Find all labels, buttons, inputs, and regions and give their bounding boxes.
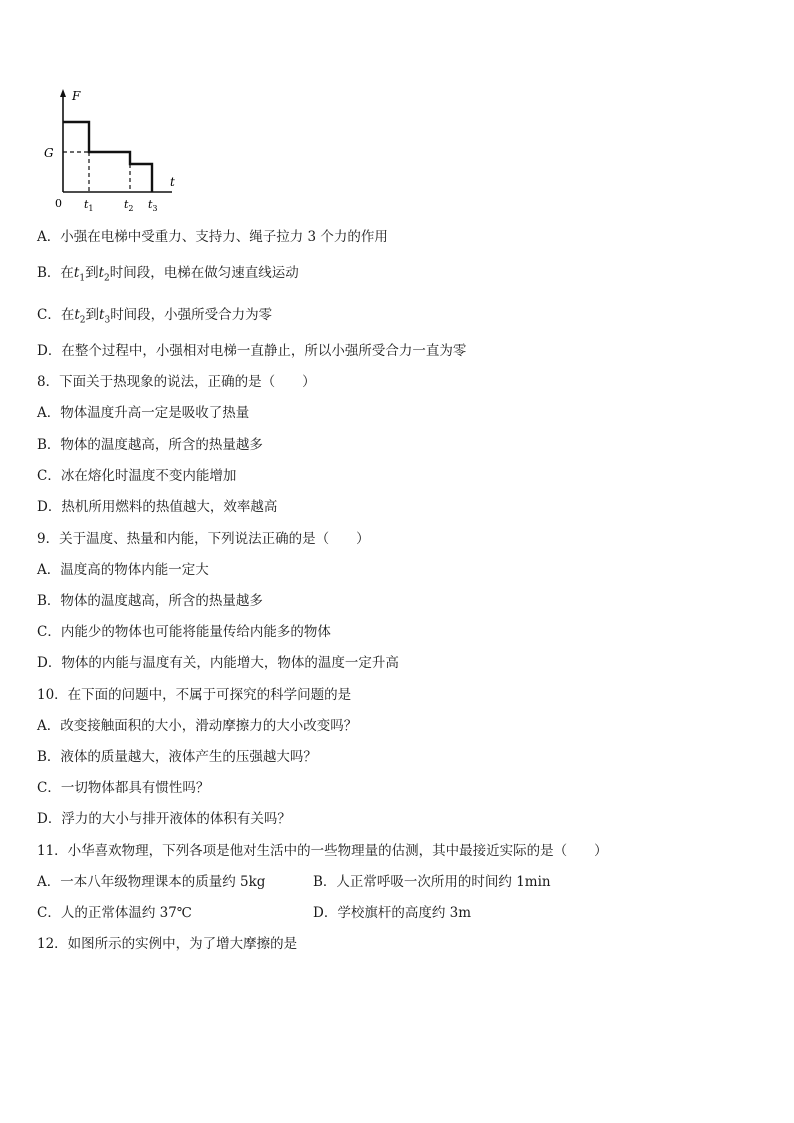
q10-option-b: B．液体的质量越大，液体产生的压强越大吗？ <box>37 749 317 765</box>
q7-option-b-text-2: 到 <box>85 265 99 281</box>
q7-option-c-sub-1: 2 <box>79 315 86 326</box>
q8-option-a: A．物体温度升高一定是吸收了热量 <box>37 405 250 421</box>
q7-option-d: D．在整个过程中，小强相对电梯一直静止，所以小强所受合力一直为零 <box>37 343 467 359</box>
force-time-graph-svg <box>34 86 194 214</box>
q9-option-d: D．物体的内能与温度有关，内能增大，物体的温度一定升高 <box>37 655 399 671</box>
q9-option-b: B．物体的温度越高，所含的热量越多 <box>37 593 263 609</box>
q9-stem: 9．关于温度、热量和内能，下列说法正确的是（ ） <box>37 531 370 547</box>
q10-option-d: D．浮力的大小与排开液体的体积有关吗？ <box>37 811 291 827</box>
q7-option-b-text-3: 时间段，电梯在做匀速直线运动 <box>109 265 299 281</box>
q7-option-c-var-1: t <box>74 307 80 323</box>
q11-option-b: B．人正常呼吸一次所用的时间约 1min <box>313 874 551 890</box>
q10-option-a: A．改变接触面积的大小，滑动摩擦力的大小改变吗？ <box>37 718 358 734</box>
q7-option-c-text-1: C．在 <box>37 307 75 323</box>
q7-option-b-var-1: t <box>73 265 80 281</box>
q8-option-c: C．冰在熔化时温度不变内能增加 <box>37 468 237 484</box>
force-time-graph <box>34 86 194 214</box>
q8-option-b: B．物体的温度越高，所含的热量越多 <box>37 437 263 453</box>
q7-option-c-var-2: t <box>99 307 105 323</box>
t1-label: $t_1$ <box>84 198 94 213</box>
q7-option-c <box>37 306 272 330</box>
origin-label: 0 <box>55 197 62 210</box>
q11-option-d: D．学校旗杆的高度约 3m <box>313 905 472 921</box>
y-axis-label: F <box>72 89 81 103</box>
q12-stem: 12．如图所示的实例中，为了增大摩擦的是 <box>37 936 298 952</box>
t2-label: $t_2$ <box>124 198 134 213</box>
q7-option-b-sub-1: 1 <box>79 273 86 284</box>
y-axis-arrow <box>60 89 66 97</box>
t3-label: $t_3$ <box>148 198 158 213</box>
q7-option-c-text-3: 时间段，小强所受合力为零 <box>110 307 273 323</box>
q7-option-c-sub-2: 3 <box>104 315 111 326</box>
q11-stem: 11．小华喜欢物理，下列各项是他对生活中的一些物理量的估测，其中最接近实际的是（ ） <box>37 843 608 859</box>
q10-option-c: C．一切物体都具有惯性吗？ <box>37 780 210 796</box>
q11-option-a: A．一本八年级物理课本的质量约 5kg <box>37 874 266 890</box>
q10-stem: 10．在下面的问题中，不属于可探究的科学问题的是 <box>37 687 352 703</box>
q8-stem: 8．下面关于热现象的说法，正确的是（ ） <box>37 374 316 390</box>
q9-option-a: A．温度高的物体内能一定大 <box>37 562 209 578</box>
q7-option-b <box>37 264 299 288</box>
q7-option-c-text-2: 到 <box>85 307 100 323</box>
q9-option-c: C．内能少的物体也可能将能量传给内能多的物体 <box>37 624 331 640</box>
q7-option-a: A．小强在电梯中受重力、支持力、绳子拉力 3 个力的作用 <box>37 229 388 245</box>
q7-option-b-sub-2: 2 <box>104 273 110 284</box>
force-step-line <box>63 122 152 192</box>
q7-option-b-text-1: B．在 <box>37 265 74 281</box>
x-axis-label: t <box>170 175 175 189</box>
g-label: G <box>44 146 54 160</box>
q11-option-c: C．人的正常体温约 37℃ <box>37 905 192 921</box>
q8-option-d: D．热机所用燃料的热值越大，效率越高 <box>37 499 278 515</box>
q7-option-b-var-2: t <box>98 265 105 281</box>
